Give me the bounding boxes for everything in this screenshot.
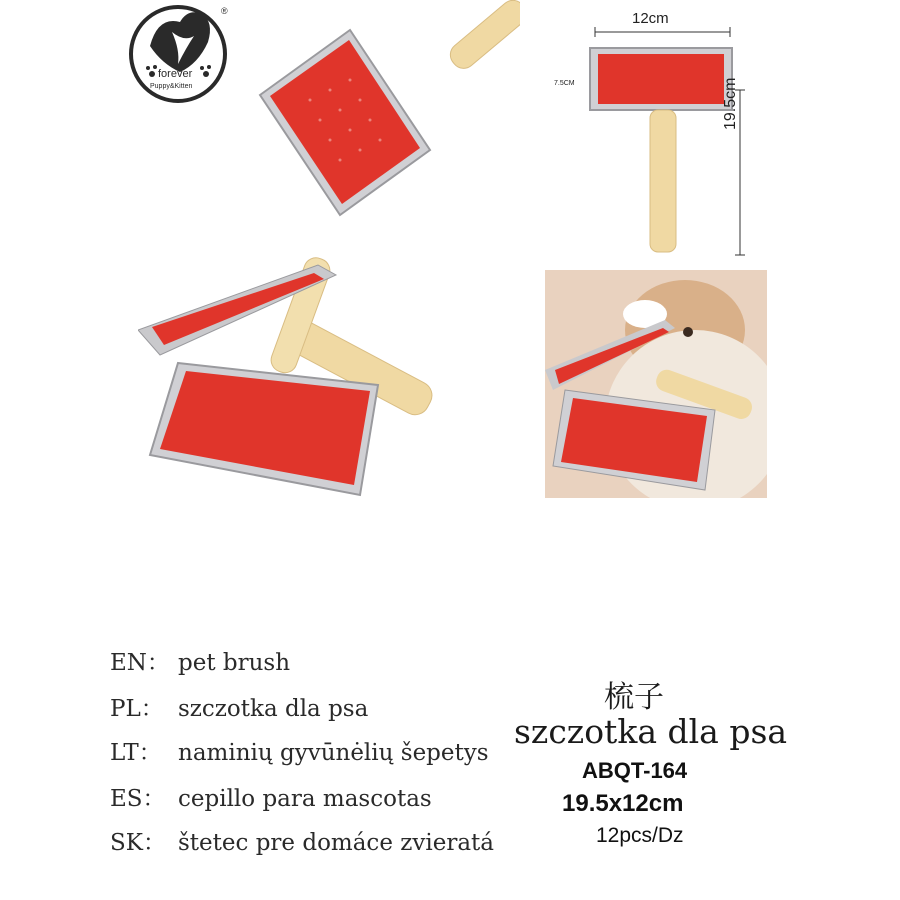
lang-code-sk: SK： [110,830,166,856]
product-polish-name: szczotka dla psa [514,712,788,751]
product-chinese-name: 梳子 [604,680,664,715]
translation-en [110,644,290,677]
product-size: 19.5x12cm [562,790,684,817]
translation-pl [110,690,368,723]
translation-lt [110,734,489,767]
brush-photo-angled [250,0,520,230]
logo-brand-text: forever [158,68,193,80]
lang-code-pl: PL： [110,696,164,722]
lang-code-en: EN： [110,650,170,676]
translation-sk [110,824,494,857]
lang-text-en: pet brush [178,650,291,676]
lang-text-sk: štetec pre domáce zvieratá [178,830,494,856]
lang-text-es: cepillo para mascotas [178,786,432,812]
width-label: 12cm [632,10,669,27]
lang-text-lt: naminių gyvūnėlių šepetys [178,740,489,766]
product-packing: 12pcs/Dz [596,824,684,847]
lang-text-pl: szczotka dla psa [178,696,369,722]
registered-mark: ® [221,6,228,16]
lang-code-es: ES： [110,786,166,812]
length-label: 19.5cm [722,77,739,130]
brand-logo [128,2,234,106]
lang-code-lt: LT： [110,740,162,766]
height-label: 7.5CM [554,80,575,87]
product-sku: ABQT-164 [582,758,688,783]
logo-subbrand-text: Puppy&Kitten [150,83,193,90]
brush-photo-pair [138,245,438,500]
brush-lifestyle-photo [545,270,767,498]
brush-dimension-diagram [550,10,780,260]
translation-es [110,780,432,813]
